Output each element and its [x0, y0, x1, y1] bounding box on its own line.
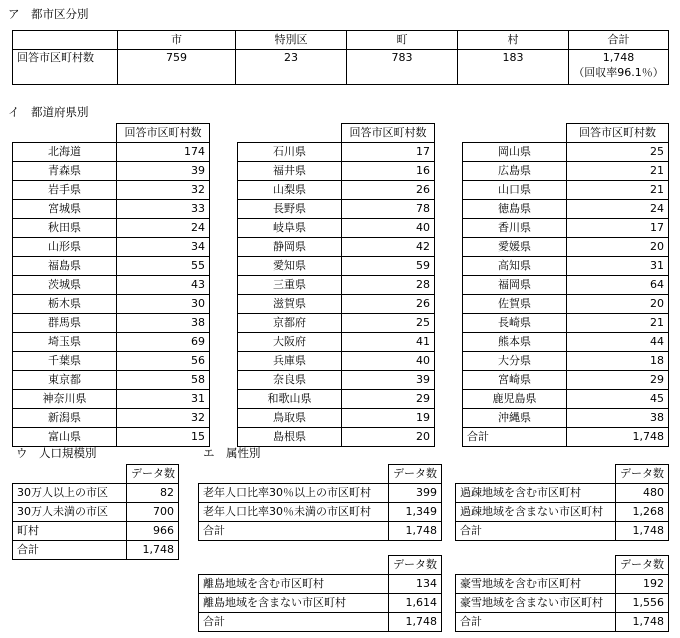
row-label: 長崎県 [463, 314, 567, 333]
row-label: 秋田県 [13, 219, 117, 238]
table-row [238, 428, 435, 447]
table-row [13, 371, 210, 390]
row-label: 合計 [456, 613, 616, 632]
row-value: 30 [117, 295, 210, 314]
row-value: 42 [342, 238, 435, 257]
attribute-rows [199, 575, 442, 632]
row-label: 群馬県 [13, 314, 117, 333]
row-label: 香川県 [463, 219, 567, 238]
table-row [199, 503, 442, 522]
row-value: 29 [342, 390, 435, 409]
row-value: 1,748 [616, 522, 669, 541]
table-row [13, 50, 669, 85]
header-machi: 町 [347, 31, 458, 50]
value-total: 1,748 [602, 51, 635, 64]
row-label: 長野県 [238, 200, 342, 219]
table-row [199, 613, 442, 632]
table-row [13, 200, 210, 219]
row-value: 21 [567, 181, 669, 200]
prefecture-rows-2 [238, 143, 435, 447]
row-value: 1,556 [616, 594, 669, 613]
row-value: 32 [117, 409, 210, 428]
row-label: 回答市区町村数 [13, 50, 118, 85]
table-row [199, 594, 442, 613]
city-type-table [12, 30, 669, 85]
row-value: 1,614 [389, 594, 442, 613]
row-label: 和歌山県 [238, 390, 342, 409]
row-value: 1,349 [389, 503, 442, 522]
row-label: 大分県 [463, 352, 567, 371]
table-row [13, 484, 179, 503]
row-label: 北海道 [13, 143, 117, 162]
section-a-title: ア 都市区分別 [8, 7, 89, 21]
row-value: 28 [342, 276, 435, 295]
blank-cell [463, 124, 567, 143]
header-shi: 市 [118, 31, 236, 50]
row-label: 鳥取県 [238, 409, 342, 428]
row-label: 静岡県 [238, 238, 342, 257]
table-row [13, 522, 179, 541]
row-value: 966 [127, 522, 179, 541]
table-row [238, 352, 435, 371]
table-row [463, 333, 669, 352]
row-value: 43 [117, 276, 210, 295]
table-row [456, 594, 669, 613]
row-label: 福井県 [238, 162, 342, 181]
table-row [13, 314, 210, 333]
row-label: 宮崎県 [463, 371, 567, 390]
row-label: 宮城県 [13, 200, 117, 219]
table-row [238, 162, 435, 181]
row-label: 合計 [199, 522, 389, 541]
row-value: 20 [342, 428, 435, 447]
value-machi: 783 [347, 50, 458, 85]
table-row [238, 276, 435, 295]
row-label: 島根県 [238, 428, 342, 447]
row-value: 29 [567, 371, 669, 390]
row-value: 24 [567, 200, 669, 219]
row-value: 31 [117, 390, 210, 409]
row-value: 21 [567, 314, 669, 333]
attribute-rows [199, 484, 442, 541]
row-label: 過疎地域を含まない市区町村 [456, 503, 616, 522]
row-value: 25 [342, 314, 435, 333]
row-value: 34 [117, 238, 210, 257]
table-row [238, 257, 435, 276]
row-label: 富山県 [13, 428, 117, 447]
row-label: 合計 [463, 428, 567, 447]
row-value: 40 [342, 352, 435, 371]
table-row [456, 575, 669, 594]
row-label: 新潟県 [13, 409, 117, 428]
table-row [238, 314, 435, 333]
row-label: 埼玉県 [13, 333, 117, 352]
table-row [463, 409, 669, 428]
row-value: 44 [567, 333, 669, 352]
row-value: 1,748 [616, 613, 669, 632]
table-row [238, 295, 435, 314]
row-value: 19 [342, 409, 435, 428]
row-label: 老年人口比率30％未満の市区町村 [199, 503, 389, 522]
row-value: 700 [127, 503, 179, 522]
row-label: 岡山県 [463, 143, 567, 162]
row-label: 福岡県 [463, 276, 567, 295]
row-value: 78 [342, 200, 435, 219]
table-row [456, 484, 669, 503]
row-value: 32 [117, 181, 210, 200]
table-row [463, 219, 669, 238]
row-value: 58 [117, 371, 210, 390]
row-label: 鹿児島県 [463, 390, 567, 409]
prefecture-table-2 [237, 123, 435, 447]
row-label: 熊本県 [463, 333, 567, 352]
table-row [13, 428, 210, 447]
table-row [463, 257, 669, 276]
row-label: 奈良県 [238, 371, 342, 390]
row-value: 15 [117, 428, 210, 447]
table-row [456, 503, 669, 522]
attribute-rows [456, 484, 669, 541]
row-label: 離島地域を含まない市区町村 [199, 594, 389, 613]
table-row [238, 333, 435, 352]
row-value: 82 [127, 484, 179, 503]
row-label: 過疎地域を含む市区町村 [456, 484, 616, 503]
table-row [463, 200, 669, 219]
table-row [13, 409, 210, 428]
attribute-table-1 [198, 464, 442, 541]
table-row [199, 575, 442, 594]
header-total: 合計 [569, 31, 669, 50]
table-row [463, 238, 669, 257]
table-row [13, 162, 210, 181]
row-label: 沖縄県 [463, 409, 567, 428]
table-row [463, 143, 669, 162]
table-row [13, 503, 179, 522]
row-value: 16 [342, 162, 435, 181]
row-label: 30万人以上の市区 [13, 484, 127, 503]
row-value: 17 [567, 219, 669, 238]
blank-cell [13, 124, 117, 143]
table-row [463, 352, 669, 371]
row-label: 町村 [13, 522, 127, 541]
table-row [463, 390, 669, 409]
row-value: 17 [342, 143, 435, 162]
row-value: 31 [567, 257, 669, 276]
col-header: 回答市区町村数 [342, 124, 435, 143]
prefecture-table-3 [462, 123, 669, 447]
col-header: 回答市区町村数 [117, 124, 210, 143]
row-value: 41 [342, 333, 435, 352]
table-row [456, 522, 669, 541]
table-row [13, 295, 210, 314]
row-value: 39 [117, 162, 210, 181]
row-label: 福島県 [13, 257, 117, 276]
population-rows [13, 484, 179, 560]
row-label: 合計 [13, 541, 127, 560]
row-label: 東京都 [13, 371, 117, 390]
table-row [238, 143, 435, 162]
header-tokubetsuku: 特別区 [236, 31, 347, 50]
response-rate-note: （回収率96.1％） [573, 66, 664, 79]
table-header-row [13, 31, 669, 50]
data-count-header: データ数 [389, 465, 442, 484]
row-label: 大阪府 [238, 333, 342, 352]
row-value: 24 [117, 219, 210, 238]
row-value: 26 [342, 181, 435, 200]
row-value: 1,748 [389, 613, 442, 632]
population-table [12, 464, 179, 560]
table-row [238, 200, 435, 219]
table-row [199, 522, 442, 541]
value-tokubetsuku: 23 [236, 50, 347, 85]
table-row [463, 314, 669, 333]
row-label: 神奈川県 [13, 390, 117, 409]
row-label: 30万人未満の市区 [13, 503, 127, 522]
table-row [463, 295, 669, 314]
row-label: 山梨県 [238, 181, 342, 200]
data-count-header: データ数 [616, 556, 669, 575]
row-value: 55 [117, 257, 210, 276]
row-label: 合計 [456, 522, 616, 541]
blank-cell [13, 465, 127, 484]
row-label: 京都府 [238, 314, 342, 333]
row-label: 離島地域を含む市区町村 [199, 575, 389, 594]
row-value: 1,748 [567, 428, 669, 447]
row-value: 40 [342, 219, 435, 238]
prefecture-table-1 [12, 123, 210, 447]
row-value: 33 [117, 200, 210, 219]
table-row [238, 390, 435, 409]
table-row [13, 276, 210, 295]
row-value: 134 [389, 575, 442, 594]
table-row [13, 238, 210, 257]
row-value: 38 [567, 409, 669, 428]
value-total-cell [569, 50, 669, 85]
row-value: 25 [567, 143, 669, 162]
table-row [463, 371, 669, 390]
row-value: 1,268 [616, 503, 669, 522]
row-label: 豪雪地域を含まない市区町村 [456, 594, 616, 613]
table-row [238, 219, 435, 238]
data-count-header: データ数 [127, 465, 179, 484]
value-shi: 759 [118, 50, 236, 85]
row-label: 栃木県 [13, 295, 117, 314]
row-value: 64 [567, 276, 669, 295]
row-value: 56 [117, 352, 210, 371]
section-i-title: イ 都道府県別 [8, 105, 89, 119]
row-label: 岩手県 [13, 181, 117, 200]
table-row [13, 390, 210, 409]
table-row [463, 162, 669, 181]
row-value: 480 [616, 484, 669, 503]
table-row [238, 181, 435, 200]
row-value: 18 [567, 352, 669, 371]
row-label: 茨城県 [13, 276, 117, 295]
row-value: 21 [567, 162, 669, 181]
row-label: 三重県 [238, 276, 342, 295]
row-label: 滋賀県 [238, 295, 342, 314]
attribute-rows [456, 575, 669, 632]
section-u-title: ウ 人口規模別 [16, 446, 97, 460]
row-label: 兵庫県 [238, 352, 342, 371]
row-value: 399 [389, 484, 442, 503]
row-value: 20 [567, 295, 669, 314]
table-row [238, 238, 435, 257]
data-count-header: データ数 [616, 465, 669, 484]
row-value: 38 [117, 314, 210, 333]
prefecture-rows-3 [463, 143, 669, 447]
row-value: 192 [616, 575, 669, 594]
blank-cell [238, 124, 342, 143]
row-label: 佐賀県 [463, 295, 567, 314]
row-label: 愛媛県 [463, 238, 567, 257]
row-label: 老年人口比率30％以上の市区町村 [199, 484, 389, 503]
attribute-table-4 [455, 555, 669, 632]
table-row [463, 181, 669, 200]
row-value: 174 [117, 143, 210, 162]
table-row [456, 613, 669, 632]
row-value: 20 [567, 238, 669, 257]
row-label: 山形県 [13, 238, 117, 257]
row-label: 青森県 [13, 162, 117, 181]
table-row [199, 484, 442, 503]
table-row [13, 143, 210, 162]
data-count-header: データ数 [389, 556, 442, 575]
table-row [13, 181, 210, 200]
row-label: 合計 [199, 613, 389, 632]
row-value: 1,748 [389, 522, 442, 541]
value-mura: 183 [458, 50, 569, 85]
row-label: 広島県 [463, 162, 567, 181]
row-value: 39 [342, 371, 435, 390]
row-value: 59 [342, 257, 435, 276]
row-label: 高知県 [463, 257, 567, 276]
table-row [13, 219, 210, 238]
table-row [238, 409, 435, 428]
row-label: 石川県 [238, 143, 342, 162]
row-label: 山口県 [463, 181, 567, 200]
row-value: 45 [567, 390, 669, 409]
row-label: 愛知県 [238, 257, 342, 276]
attribute-table-3 [198, 555, 442, 632]
table-row [238, 371, 435, 390]
prefecture-rows-1 [13, 143, 210, 447]
table-row [13, 352, 210, 371]
row-label: 岐阜県 [238, 219, 342, 238]
blank-cell [13, 31, 118, 50]
row-value: 1,748 [127, 541, 179, 560]
row-label: 豪雪地域を含む市区町村 [456, 575, 616, 594]
row-label: 千葉県 [13, 352, 117, 371]
section-e-title: エ 属性別 [203, 446, 261, 460]
table-row [463, 276, 669, 295]
attribute-table-2 [455, 464, 669, 541]
table-row [13, 257, 210, 276]
table-row [463, 428, 669, 447]
row-value: 26 [342, 295, 435, 314]
row-value: 69 [117, 333, 210, 352]
header-mura: 村 [458, 31, 569, 50]
table-row [13, 333, 210, 352]
table-row [13, 541, 179, 560]
row-label: 徳島県 [463, 200, 567, 219]
col-header: 回答市区町村数 [567, 124, 669, 143]
